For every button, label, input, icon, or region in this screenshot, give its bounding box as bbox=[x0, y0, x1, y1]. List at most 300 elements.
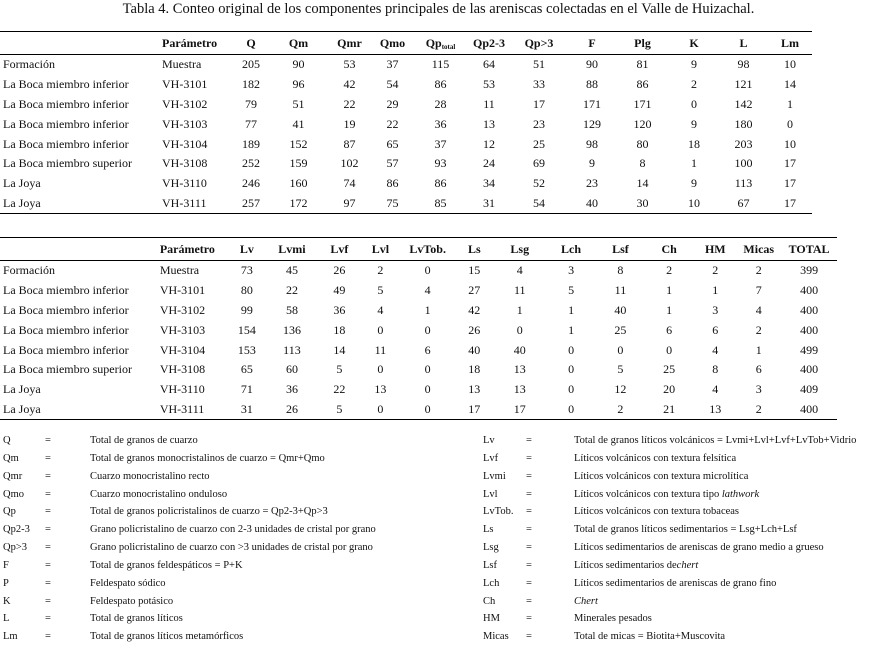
count-cell: 9 bbox=[691, 57, 697, 72]
legend-definition bbox=[574, 471, 748, 482]
count-cell: 13 bbox=[513, 382, 526, 397]
count-cell: 129 bbox=[583, 116, 601, 131]
table-row bbox=[0, 114, 812, 134]
legend-abbr: F bbox=[3, 559, 9, 571]
count-cell: 0 bbox=[787, 116, 793, 131]
count-cell: 11 bbox=[374, 342, 387, 357]
column-header: Qp2-3 bbox=[468, 32, 510, 55]
legend-def-text: Total de granos líticos bbox=[90, 613, 183, 625]
count-cell: 29 bbox=[386, 96, 399, 111]
count-cell: 172 bbox=[270, 194, 327, 214]
sample-cell: VH-3104 bbox=[159, 342, 206, 357]
count-cell: 5 bbox=[377, 283, 384, 298]
formation-cell: La Boca miembro inferior bbox=[3, 116, 129, 131]
table-row bbox=[0, 380, 837, 400]
count-cell: 98 bbox=[586, 136, 598, 151]
count-cell: 0 bbox=[424, 263, 431, 278]
legend-equals: = bbox=[526, 577, 532, 589]
count-cell: 121 bbox=[734, 77, 753, 92]
legend-definition bbox=[574, 542, 824, 553]
count-cell: 14 bbox=[784, 77, 796, 92]
legend-def-text: Feldespato sódico bbox=[90, 577, 166, 589]
sample-cell: VH-3101 bbox=[162, 77, 208, 92]
legend-equals: = bbox=[45, 595, 51, 607]
count-cell: 9 bbox=[691, 116, 697, 131]
legend-def-text: Total de granos líticos metamórficos bbox=[90, 631, 244, 643]
count-cell: 85 bbox=[413, 194, 468, 214]
legend-def-text: Líticos volcánicos con textura microlítica bbox=[574, 470, 749, 482]
count-cell: 77 bbox=[245, 116, 257, 131]
count-cell: 1 bbox=[666, 283, 673, 298]
legend-item bbox=[483, 489, 877, 507]
legend-abbr: Micas bbox=[483, 631, 509, 643]
legend-equals: = bbox=[526, 613, 532, 625]
count-cell: 69 bbox=[533, 156, 545, 171]
table-row bbox=[0, 340, 837, 360]
count-cell: 11 bbox=[513, 283, 526, 298]
table-row bbox=[0, 261, 837, 281]
count-cell: 26 bbox=[265, 400, 319, 420]
count-cell: 2 bbox=[755, 263, 762, 278]
count-cell: 160 bbox=[289, 176, 308, 191]
legend-abbr: Qmr bbox=[3, 470, 23, 482]
count-cell: 36 bbox=[333, 302, 346, 317]
count-cell: 0 bbox=[424, 322, 431, 337]
count-cell: 400 bbox=[800, 302, 819, 317]
legend-item bbox=[483, 631, 877, 649]
legend-definition bbox=[574, 596, 598, 607]
table-row bbox=[0, 281, 837, 301]
count-cell: 15 bbox=[468, 263, 481, 278]
table-row bbox=[0, 134, 812, 154]
legend-def-text: Total de granos líticos volcánicos = Lvmi+Lvl+Lvf+LvTob+Vidrio bbox=[574, 435, 857, 446]
count-cell: 400 bbox=[800, 322, 819, 337]
formation-cell: La Boca miembro inferior bbox=[3, 322, 129, 337]
legend-definition bbox=[90, 613, 183, 624]
count-cell: 13 bbox=[483, 116, 495, 131]
legend-abbr: Qp2-3 bbox=[3, 524, 30, 536]
count-cell: 136 bbox=[282, 322, 301, 337]
column-header: Lv bbox=[229, 238, 265, 261]
count-cell: 17 bbox=[784, 176, 796, 191]
count-cell: 3 bbox=[712, 302, 719, 317]
qp-subscript: total bbox=[441, 42, 456, 51]
count-cell: 88 bbox=[586, 77, 598, 92]
table-title: Tabla 4. Conteo original de los componentes principales de las areniscas colectadas en el Valle de Huizachal. bbox=[122, 1, 755, 17]
table-row bbox=[0, 75, 812, 95]
count-cell: 33 bbox=[533, 77, 545, 92]
legend-definition bbox=[90, 596, 173, 607]
legend-item bbox=[3, 631, 483, 649]
count-cell: 5 bbox=[336, 362, 343, 377]
count-cell: 97 bbox=[327, 194, 372, 214]
sample-cell: VH-3101 bbox=[159, 283, 206, 298]
legend-equals: = bbox=[526, 542, 532, 554]
count-cell: 49 bbox=[333, 283, 346, 298]
legend-abbr: Qm bbox=[3, 452, 19, 464]
legend-def-text: Cuarzo monocristalino onduloso bbox=[90, 488, 228, 500]
count-cell: 1 bbox=[755, 342, 762, 357]
legend-abbr: Lsg bbox=[483, 542, 499, 554]
legend-definition bbox=[574, 560, 698, 571]
legend-abbr: HM bbox=[483, 613, 500, 625]
count-cell: 17 bbox=[768, 194, 812, 214]
legend-abbr: Qp>3 bbox=[3, 542, 28, 554]
legend-item bbox=[483, 506, 877, 524]
count-cell: 30 bbox=[616, 194, 669, 214]
formation-cell: La Boca miembro inferior bbox=[3, 302, 129, 317]
formation-cell: La Joya bbox=[3, 176, 41, 191]
count-cell: 0 bbox=[691, 96, 697, 111]
count-cell: 2 bbox=[712, 263, 719, 278]
count-cell: 5 bbox=[319, 400, 360, 420]
count-cell: 2 bbox=[597, 400, 644, 420]
column-header: F bbox=[568, 32, 616, 55]
count-cell: 23 bbox=[533, 116, 545, 131]
count-cell: 17 bbox=[533, 96, 545, 111]
count-cell: 6 bbox=[712, 322, 719, 337]
legend-equals: = bbox=[526, 595, 532, 607]
count-cell: 90 bbox=[586, 57, 598, 72]
legend-definition bbox=[574, 578, 776, 589]
count-cell: 31 bbox=[468, 194, 510, 214]
legend-item bbox=[483, 596, 877, 614]
count-cell: 12 bbox=[483, 136, 495, 151]
legend-equals: = bbox=[45, 452, 51, 464]
column-header: Lm bbox=[768, 32, 812, 55]
count-cell: 1 bbox=[424, 302, 431, 317]
column-header: Qmo bbox=[372, 32, 413, 55]
count-cell: 102 bbox=[340, 156, 359, 171]
count-cell: 399 bbox=[800, 263, 819, 278]
table-row bbox=[0, 400, 837, 420]
legend-def-text: Total de granos feldespáticos = P+K bbox=[90, 559, 243, 571]
legend-abbr: P bbox=[3, 577, 9, 589]
count-cell: 67 bbox=[719, 194, 768, 214]
legend-definition bbox=[574, 489, 759, 500]
count-cell: 400 bbox=[781, 400, 837, 420]
legend-equals: = bbox=[45, 559, 51, 571]
count-cell: 0 bbox=[377, 362, 384, 377]
legend-definition bbox=[574, 506, 739, 517]
count-cell: 142 bbox=[734, 96, 753, 111]
formation-cell: La Boca miembro inferior bbox=[3, 136, 129, 151]
count-cell: 1 bbox=[568, 322, 575, 337]
count-cell: 22 bbox=[386, 116, 399, 131]
count-cell: 22 bbox=[285, 283, 298, 298]
legend-def-text: Grano policristalino de cuarzo con >3 unidades de cristal por grano bbox=[90, 542, 373, 554]
column-header: $Qp_{total}$ bbox=[413, 32, 468, 55]
legend-equals: = bbox=[45, 506, 51, 518]
sample-cell: Muestra bbox=[162, 57, 202, 72]
count-cell: 23 bbox=[586, 176, 598, 191]
count-cell: 1 bbox=[712, 283, 719, 298]
table-row bbox=[0, 194, 812, 214]
count-cell: 37 bbox=[386, 57, 399, 72]
sample-cell: VH-3102 bbox=[162, 96, 208, 111]
count-cell: 41 bbox=[292, 116, 305, 131]
legend-item bbox=[483, 578, 877, 596]
legend-def-text: Minerales pesados bbox=[574, 613, 652, 625]
formation-cell: La Boca miembro inferior bbox=[3, 77, 129, 92]
column-header: L bbox=[719, 32, 768, 55]
count-cell: 5 bbox=[617, 362, 624, 377]
count-cell: 152 bbox=[289, 136, 308, 151]
legend-item bbox=[483, 453, 877, 471]
legend-def-italic: lathwork bbox=[721, 488, 760, 500]
count-cell: 115 bbox=[431, 57, 450, 72]
column-header: Lvf bbox=[319, 238, 360, 261]
legend-abbr: Lvf bbox=[483, 452, 499, 464]
legend-definition bbox=[90, 542, 373, 553]
count-cell: 18 bbox=[333, 322, 346, 337]
count-cell: 31 bbox=[229, 400, 265, 420]
legend-equals: = bbox=[526, 488, 532, 500]
count-cell: 86 bbox=[434, 176, 447, 191]
abbreviation-legend-left bbox=[3, 435, 483, 649]
legend-abbr: Qp bbox=[3, 506, 16, 518]
count-cell: 7 bbox=[755, 283, 762, 298]
formation-cell: La Joya bbox=[3, 382, 41, 397]
count-cell: 2 bbox=[377, 263, 384, 278]
legend-equals: = bbox=[45, 435, 51, 446]
count-cell: 154 bbox=[237, 322, 256, 337]
count-cell: 4 bbox=[516, 263, 523, 278]
sample-cell: VH-3110 bbox=[159, 382, 205, 397]
count-cell: 40 bbox=[568, 194, 616, 214]
count-cell: 182 bbox=[242, 77, 260, 92]
count-cell: 86 bbox=[636, 77, 649, 92]
count-cell: 65 bbox=[240, 362, 253, 377]
count-cell: 171 bbox=[633, 96, 652, 111]
count-cell: 86 bbox=[386, 176, 399, 191]
count-cell: 5 bbox=[568, 283, 575, 298]
count-cell: 0 bbox=[360, 400, 401, 420]
count-cell: 40 bbox=[513, 342, 526, 357]
count-cell: 171 bbox=[583, 96, 601, 111]
formation-cell: La Joya bbox=[0, 400, 158, 420]
legend-abbr: Lm bbox=[3, 631, 18, 643]
legend-def-text: Total de granos líticos sedimentarios = Lsg+Lch+Lsf bbox=[574, 524, 797, 536]
legend-definition bbox=[90, 631, 243, 642]
legend-equals: = bbox=[45, 577, 51, 589]
legend-abbr: Lvmi bbox=[483, 470, 506, 482]
column-header: Lsg bbox=[494, 238, 545, 261]
column-header: Parámetro bbox=[158, 238, 229, 261]
count-cell: 90 bbox=[292, 57, 305, 72]
sample-cell: VH-3111 bbox=[158, 400, 229, 420]
count-cell: 3 bbox=[755, 382, 762, 397]
table-row bbox=[0, 95, 812, 115]
count-cell: 3 bbox=[568, 263, 575, 278]
count-cell: 60 bbox=[285, 362, 298, 377]
count-cell: 409 bbox=[800, 382, 819, 397]
count-cell: 11 bbox=[483, 96, 495, 111]
legend-definition bbox=[574, 435, 856, 446]
count-cell: 24 bbox=[483, 156, 495, 171]
count-cell: 4 bbox=[755, 302, 762, 317]
legend-definition bbox=[90, 453, 325, 464]
legend-def-italic: chert bbox=[676, 559, 699, 571]
count-cell: 10 bbox=[669, 194, 719, 214]
count-cell: 37 bbox=[434, 136, 447, 151]
count-cell: 100 bbox=[734, 156, 753, 171]
table-row bbox=[0, 360, 837, 380]
count-cell: 99 bbox=[240, 302, 253, 317]
legend-item bbox=[3, 613, 483, 631]
legend-def-italic: Chert bbox=[574, 595, 598, 607]
count-cell: 8 bbox=[639, 156, 646, 171]
legend-abbr: Qmo bbox=[3, 488, 24, 500]
count-cell: 26 bbox=[333, 263, 346, 278]
sample-cell: VH-3110 bbox=[162, 176, 207, 191]
header-blank bbox=[0, 238, 158, 261]
legend-equals: = bbox=[45, 542, 51, 554]
column-header: K bbox=[669, 32, 719, 55]
count-cell: 4 bbox=[712, 382, 719, 397]
count-cell: 22 bbox=[343, 96, 356, 111]
legend-abbr: Ch bbox=[483, 595, 496, 607]
count-cell: 0 bbox=[568, 382, 575, 397]
count-cell: 13 bbox=[468, 382, 481, 397]
count-cell: 18 bbox=[688, 136, 700, 151]
legend-abbr: Lsf bbox=[483, 559, 497, 571]
count-cell: 10 bbox=[784, 57, 796, 72]
count-cell: 53 bbox=[483, 77, 495, 92]
count-cell: 79 bbox=[245, 96, 257, 111]
count-cell: 22 bbox=[333, 382, 346, 397]
legend-def-text: Líticos volcánicos con textura felsítica bbox=[574, 452, 737, 464]
count-cell: 42 bbox=[343, 77, 356, 92]
legend-def-text: Total de granos monocristalinos de cuarzo = Qmr+Qmo bbox=[90, 452, 325, 464]
count-cell: 40 bbox=[468, 342, 481, 357]
count-cell: 1 bbox=[666, 302, 673, 317]
count-cell: 13 bbox=[694, 400, 736, 420]
legend-definition bbox=[574, 524, 797, 535]
legend-item bbox=[483, 471, 877, 489]
column-header: Q bbox=[232, 32, 270, 55]
legend-equals: = bbox=[526, 631, 532, 643]
formation-cell: Formación bbox=[3, 57, 55, 72]
count-cell: 42 bbox=[468, 302, 481, 317]
sample-cell: VH-3108 bbox=[162, 156, 208, 171]
count-cell: 71 bbox=[240, 382, 253, 397]
count-cell: 13 bbox=[374, 382, 387, 397]
legend-item bbox=[3, 524, 483, 542]
legend-item bbox=[3, 578, 483, 596]
count-cell: 14 bbox=[636, 176, 649, 191]
legend-definition bbox=[574, 631, 725, 642]
count-cell: 74 bbox=[343, 176, 356, 191]
legend-abbr: Lvl bbox=[483, 488, 498, 500]
count-cell: 0 bbox=[424, 362, 431, 377]
table-row bbox=[0, 55, 812, 75]
count-cell: 1 bbox=[691, 156, 697, 171]
count-cell: 1 bbox=[516, 302, 523, 317]
count-cell: 98 bbox=[737, 57, 750, 72]
legend-equals: = bbox=[45, 470, 51, 482]
legend-item bbox=[483, 542, 877, 560]
legend-equals: = bbox=[526, 452, 532, 464]
legend-def-text: Líticos sedimentarios de areniscas de grano fino bbox=[574, 577, 777, 589]
count-cell: 6 bbox=[666, 322, 673, 337]
count-cell: 58 bbox=[285, 302, 298, 317]
legend-definition bbox=[90, 489, 227, 500]
count-cell: 19 bbox=[343, 116, 356, 131]
formation-cell: La Boca miembro inferior bbox=[3, 283, 129, 298]
legend-abbr: Lv bbox=[483, 435, 495, 446]
formation-cell: Formación bbox=[3, 263, 55, 278]
legend-item bbox=[3, 506, 483, 524]
count-cell: 25 bbox=[663, 362, 676, 377]
count-cell: 87 bbox=[343, 136, 356, 151]
count-cell: 28 bbox=[434, 96, 447, 111]
count-cell: 4 bbox=[424, 283, 431, 298]
legend-abbr: L bbox=[3, 613, 10, 625]
count-cell: 34 bbox=[483, 176, 495, 191]
count-cell: 18 bbox=[468, 362, 481, 377]
count-cell: 40 bbox=[614, 302, 627, 317]
count-cell: 45 bbox=[285, 263, 298, 278]
count-cell: 36 bbox=[285, 382, 298, 397]
legend-item bbox=[3, 596, 483, 614]
count-cell: 81 bbox=[636, 57, 649, 72]
formation-cell: La Joya bbox=[0, 194, 160, 214]
count-cell: 246 bbox=[242, 176, 260, 191]
count-cell: 0 bbox=[617, 342, 624, 357]
formation-cell: La Boca miembro superior bbox=[3, 362, 132, 377]
legend-def-text: Líticos sedimentarios de areniscas de grano medio a grueso bbox=[574, 542, 824, 554]
count-cell: 257 bbox=[232, 194, 270, 214]
count-cell: 153 bbox=[237, 342, 256, 357]
count-cell: 499 bbox=[800, 342, 819, 357]
legend-item bbox=[3, 560, 483, 578]
count-cell: 17 bbox=[784, 156, 796, 171]
legend-abbr: Ls bbox=[483, 524, 494, 536]
count-cell: 189 bbox=[242, 136, 260, 151]
legend-definition bbox=[90, 578, 166, 589]
count-cell: 400 bbox=[800, 283, 819, 298]
count-cell: 12 bbox=[614, 382, 627, 397]
count-cell: 64 bbox=[483, 57, 495, 72]
count-cell: 20 bbox=[663, 382, 676, 397]
legend-equals: = bbox=[526, 559, 532, 571]
count-cell: 11 bbox=[614, 283, 627, 298]
count-cell: 203 bbox=[734, 136, 753, 151]
count-cell: 26 bbox=[468, 322, 481, 337]
legend-definition bbox=[90, 560, 243, 571]
legend-definition bbox=[574, 453, 736, 464]
legend-item bbox=[3, 542, 483, 560]
column-header: Qp>3 bbox=[510, 32, 568, 55]
table-row bbox=[0, 154, 812, 174]
count-cell: 4 bbox=[377, 302, 384, 317]
count-cell: 0 bbox=[377, 322, 384, 337]
column-header: Lsf bbox=[597, 238, 644, 261]
count-cell: 159 bbox=[289, 156, 308, 171]
column-header: Parámetro bbox=[160, 32, 232, 55]
column-header: TOTAL bbox=[781, 238, 837, 261]
legend-def-text: Total de granos de cuarzo bbox=[90, 435, 198, 446]
count-cell: 73 bbox=[240, 263, 253, 278]
count-cell: 54 bbox=[386, 77, 399, 92]
sample-cell: VH-3104 bbox=[162, 136, 208, 151]
column-header: HM bbox=[694, 238, 736, 261]
table-row bbox=[0, 301, 837, 321]
count-cell: 113 bbox=[283, 342, 301, 357]
legend-item bbox=[483, 613, 877, 631]
sample-cell: VH-3111 bbox=[160, 194, 232, 214]
